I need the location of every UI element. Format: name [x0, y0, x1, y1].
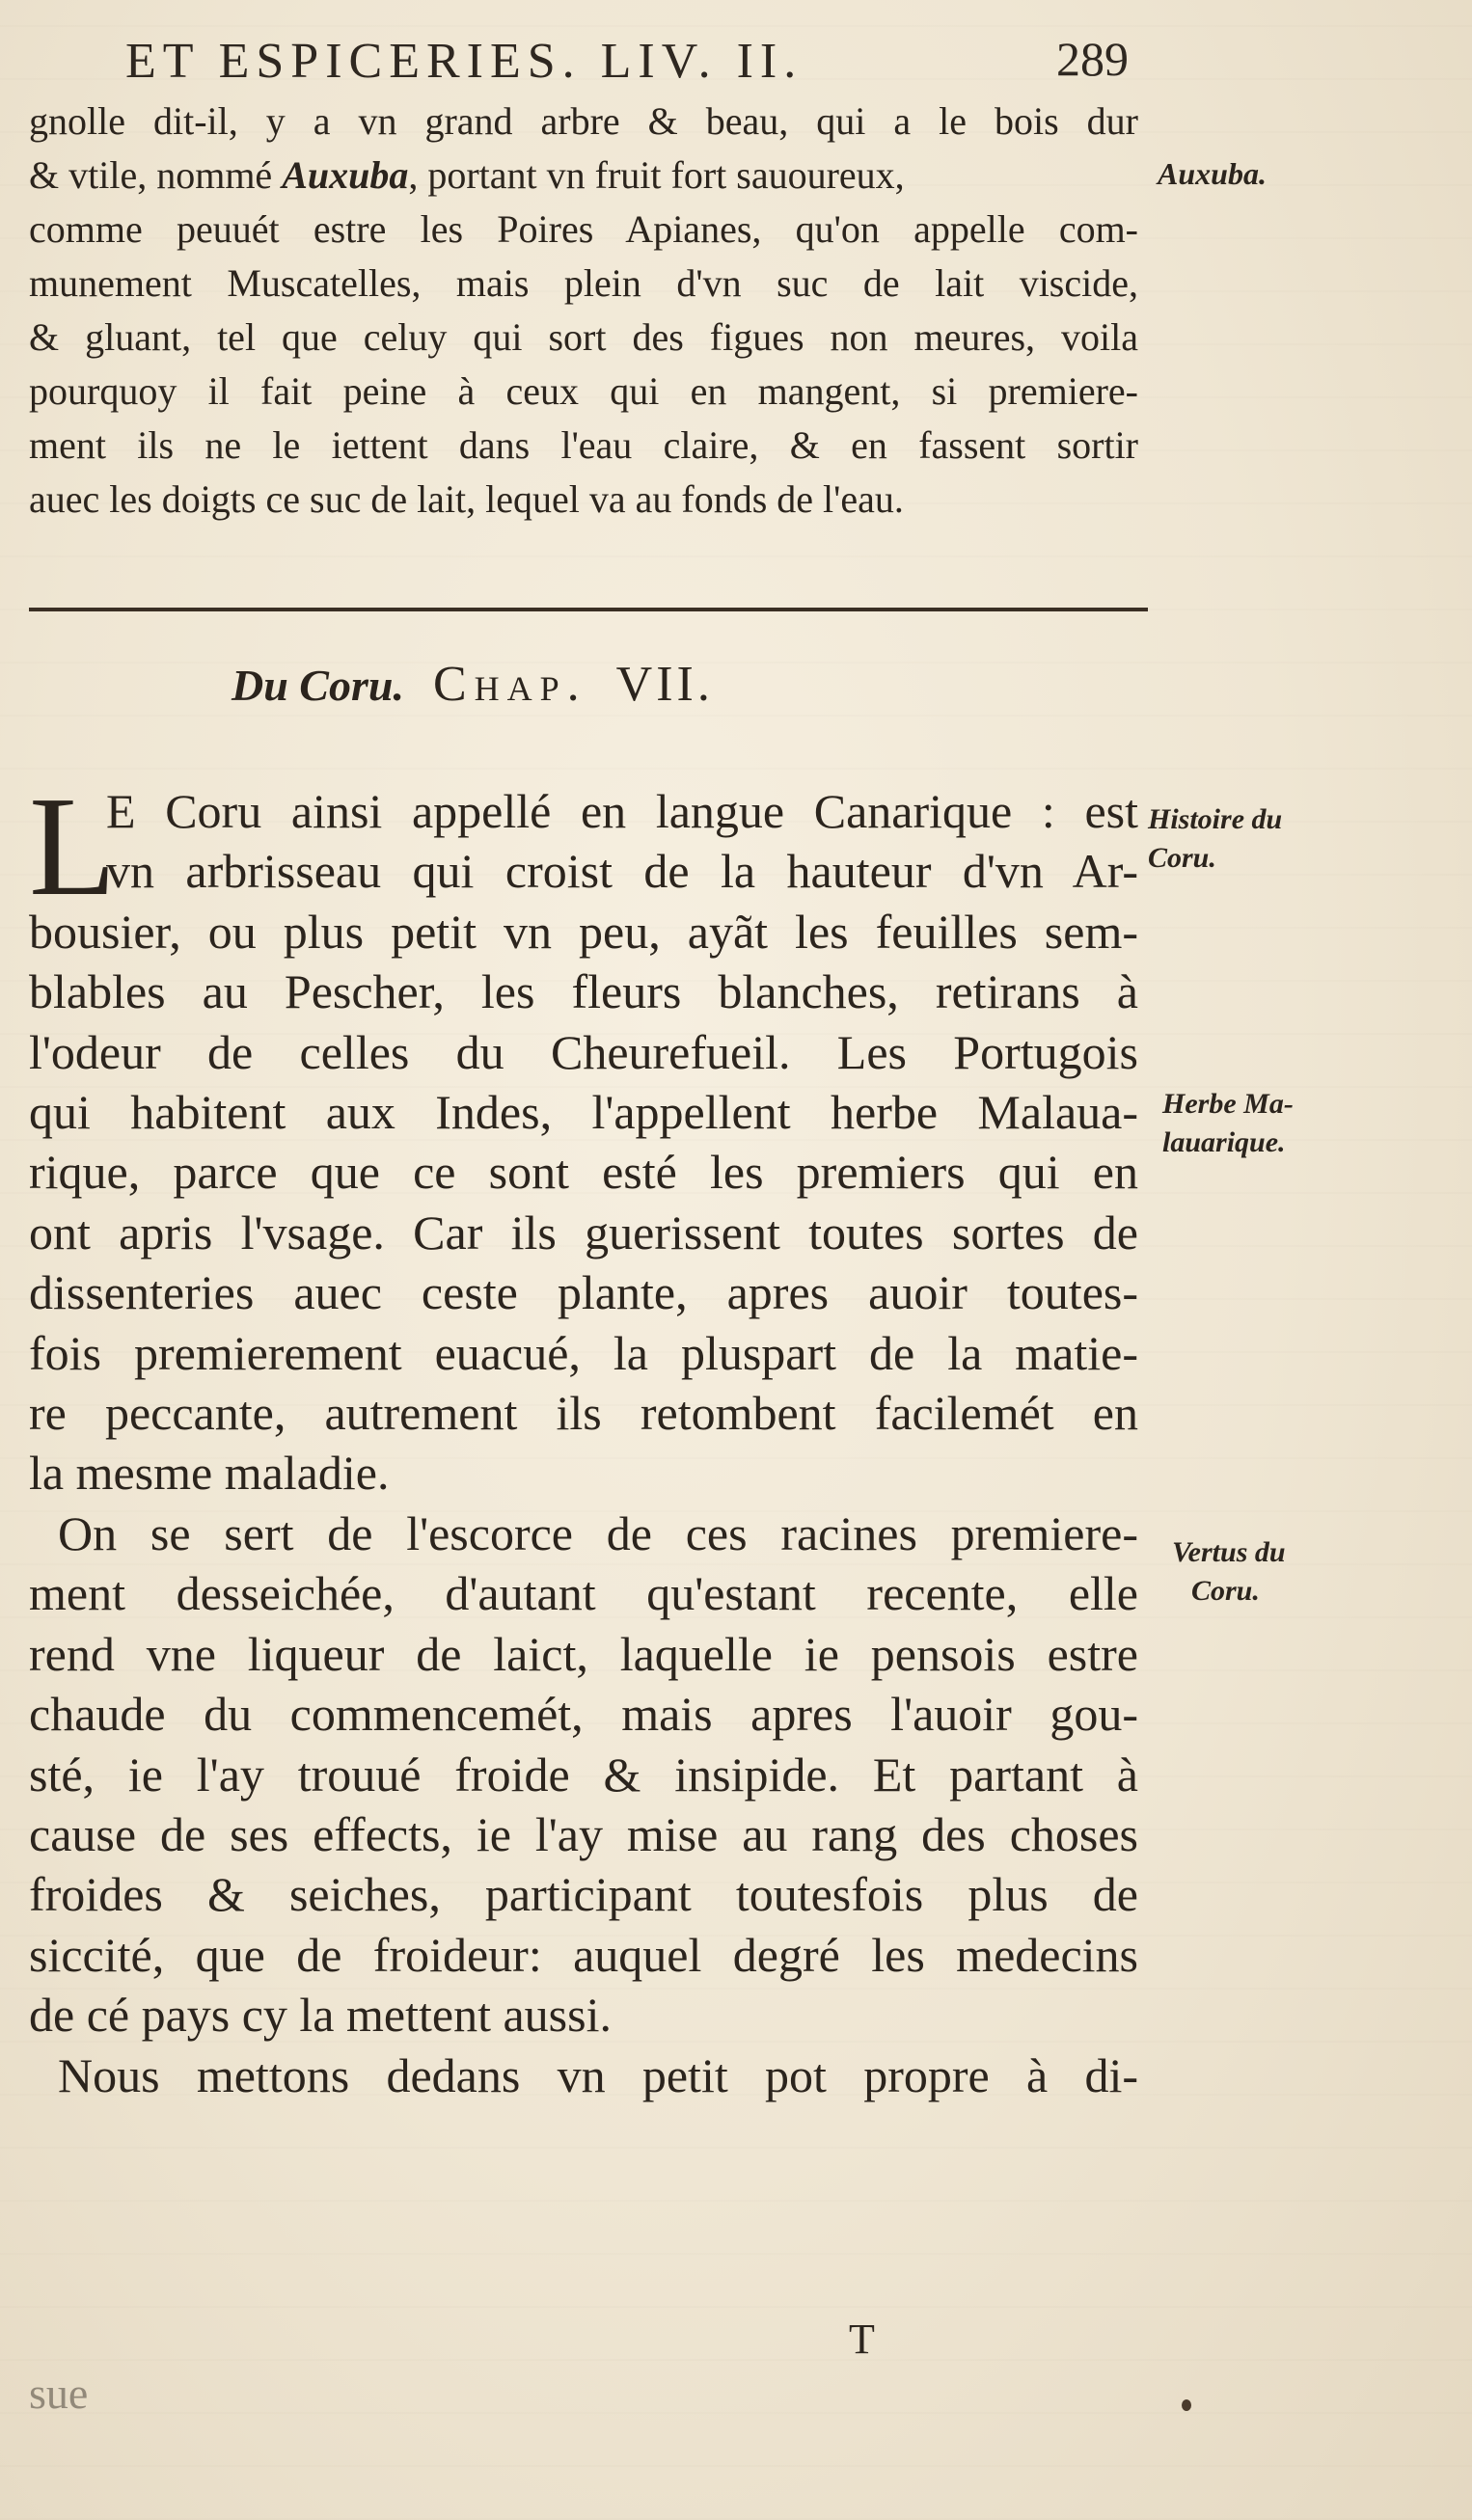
text-line: fois premierement euacué, la pluspart de la matie- — [29, 1325, 1138, 1380]
text-line: ont apris l'vsage. Car ils guerissent toutes sortes de — [29, 1205, 1138, 1260]
text-line: comme peuuét estre les Poires Apianes, qu'on appelle com- — [29, 207, 1138, 251]
text-line: l'odeur de celles du Cheurefueil. Les Portugois — [29, 1024, 1138, 1079]
sidenote-line: Coru. — [1148, 842, 1216, 874]
sidenote-auxuba: Auxuba. — [1158, 156, 1267, 191]
sidenote-line: Herbe Ma- — [1162, 1088, 1294, 1120]
text-fragment: , portant vn fruit fort sauoureux, — [408, 153, 905, 197]
text-line: dissenteries auec ceste plante, apres auoir toutes- — [29, 1265, 1138, 1320]
text-line: sté, ie l'ay trouué froide & insipide. Et partant à — [29, 1747, 1138, 1802]
text-line: cause de ses effects, ie l'ay mise au rang des choses — [29, 1806, 1138, 1861]
sidenote-vertus — [1172, 1533, 1286, 1611]
auxuba-term: Auxuba — [282, 153, 409, 197]
text-line: On se sert de l'escorce de ces racines premiere- — [58, 1505, 1138, 1560]
text-line: froides & seiches, participant toutesfois plus de — [29, 1867, 1138, 1922]
text-line: siccité, que de froideur: auquel degré les medecins — [29, 1927, 1138, 1982]
chapter-title: Du Coru. — [232, 661, 404, 710]
text-line: munement Muscatelles, mais plein d'vn suc de lait viscide, — [29, 261, 1138, 305]
text-line: auec les doigts ce suc de lait, lequel va au fonds de l'eau. — [29, 477, 904, 521]
third-paragraph — [29, 2046, 1138, 2105]
divider-rule — [29, 608, 1148, 611]
drop-cap: L — [29, 768, 117, 926]
text-line: vn arbrisseau qui croist de la hauteur d'vn Ar- — [106, 844, 1138, 899]
text-line: E Coru ainsi appellé en langue Canarique : est — [106, 784, 1138, 838]
text-line: la mesme maladie. — [29, 1446, 390, 1501]
signature-mark: T — [849, 2316, 875, 2363]
text-fragment: & vtile, nommé — [29, 153, 283, 197]
sidenote-histoire — [1148, 800, 1282, 878]
text-line: ment desseichée, d'autant qu'estant recente, elle — [29, 1566, 1138, 1621]
section-divider — [29, 606, 1148, 617]
chapter-heading — [232, 656, 1003, 713]
text-line: bousier, ou plus petit vn peu, ayãt les feuilles sem- — [29, 904, 1138, 959]
first-paragraph — [29, 768, 1138, 1504]
text-line — [29, 149, 1138, 203]
sidenote-line: lauarique. — [1162, 1126, 1286, 1158]
page-number: 289 — [1056, 32, 1129, 86]
running-head — [106, 27, 1129, 95]
text-line: rique, parce que ce sont esté les premiers qui en — [29, 1145, 1138, 1200]
text-line: blables au Pescher, les fleurs blanches, retirans à — [29, 964, 1138, 1019]
catchword: sue — [29, 2369, 89, 2418]
sidenote-line: Vertus du — [1172, 1536, 1286, 1568]
ink-fleck — [1182, 2399, 1191, 2411]
chapter-body — [29, 768, 1138, 2105]
sidenote-herbe — [1162, 1085, 1294, 1162]
text-line: de cé pays cy la mettent aussi. — [29, 1988, 612, 2043]
sidenote-line: Coru. — [1191, 1575, 1260, 1607]
text-line: Nous mettons dedans vn petit pot propre à di- — [58, 2047, 1138, 2102]
text-line: re peccante, autrement ils retombent facilemét en — [29, 1386, 1138, 1441]
second-paragraph — [29, 1504, 1138, 2046]
text-line: chaude du commencemét, mais apres l'auoir gou- — [29, 1687, 1138, 1742]
running-title: ET ESPICERIES. LIV. II. — [125, 34, 804, 89]
text-line: qui habitent aux Indes, l'appellent herbe Malaua- — [29, 1085, 1138, 1140]
top-paragraph — [29, 95, 1138, 527]
sidenote-line: Histoire du — [1148, 803, 1283, 835]
chapter-label: Chap. — [432, 657, 587, 712]
chapter-number: VII. — [615, 657, 714, 712]
text-line: & gluant, tel que celuy qui sort des figues non meures, voila — [29, 315, 1138, 359]
text-line: rend vne liqueur de laict, laquelle ie pensois estre — [29, 1626, 1138, 1681]
text-line: pourquoy il fait peine à ceux qui en mangent, si premiere- — [29, 369, 1138, 413]
text-line: gnolle dit-il, y a vn grand arbre & beau, qui a le bois dur — [29, 99, 1138, 143]
text-line: ment ils ne le iettent dans l'eau claire, & en fassent sortir — [29, 423, 1138, 467]
